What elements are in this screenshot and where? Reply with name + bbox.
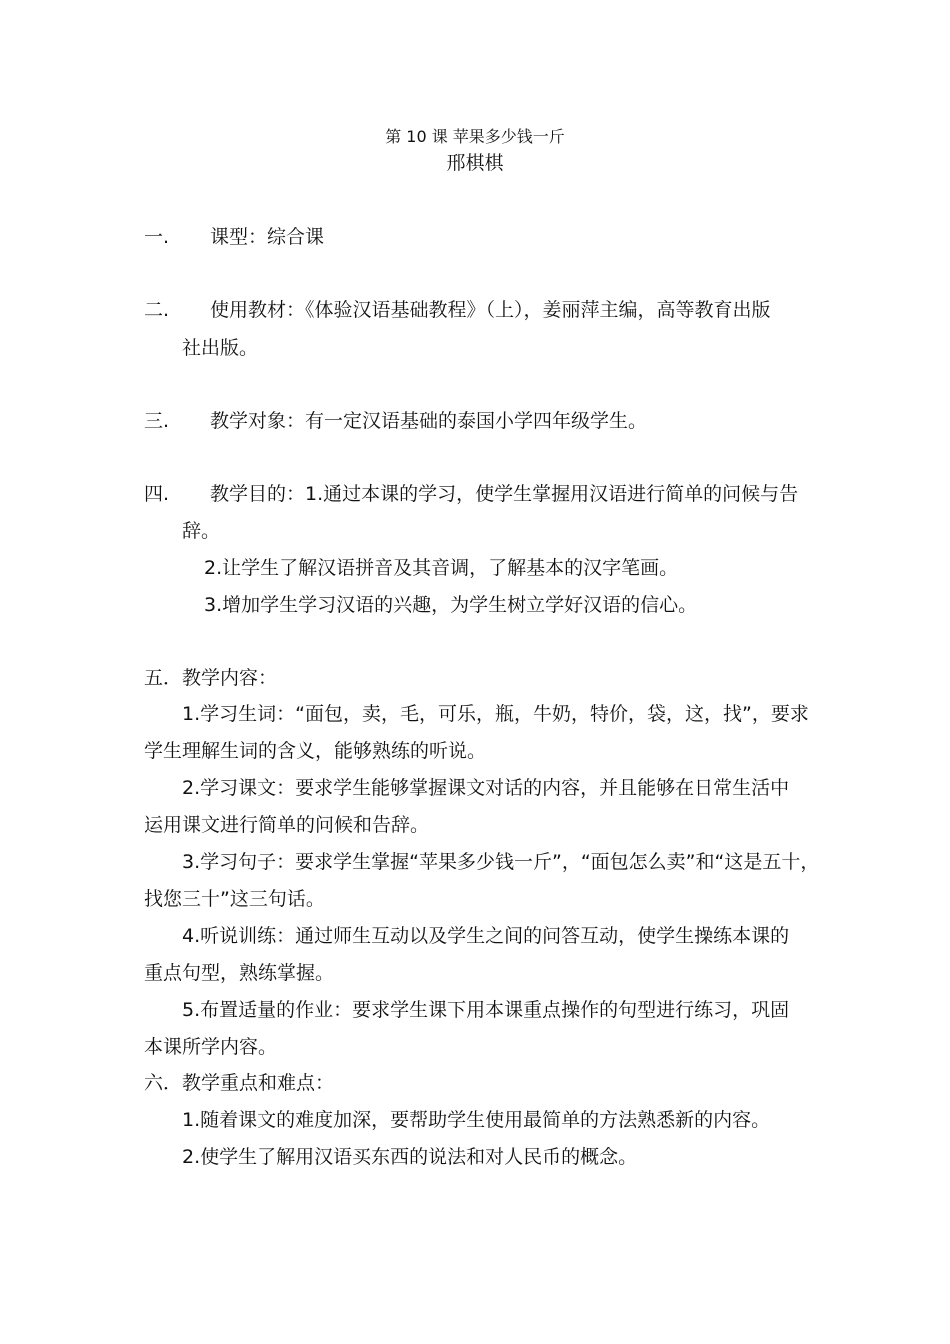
section-4-line-1: 教学目的：1.通过本课的学习，使学生掌握用汉语进行简单的问候与告	[210, 483, 799, 505]
section-6-heading: 六．教学重点和难点：	[144, 1072, 335, 1094]
section-1-text: 课型：综合课	[210, 226, 325, 248]
section-4-line-2: 辞。	[182, 520, 221, 542]
section-5-item-5-line-1: 5.布置适量的作业：要求学生课下用本课重点操作的句型进行练习，巩固	[182, 999, 790, 1021]
section-4-line-4: 3.增加学生学习汉语的兴趣，为学生树立学好汉语的信心。	[204, 594, 698, 616]
section-3-number: 三.	[144, 410, 170, 432]
section-4-number: 四.	[144, 483, 170, 505]
section-5-item-3-line-1: 3.学习句子：要求学生掌握“苹果多少钱一斤”，“面包怎么卖”和“这是五十，	[182, 851, 820, 873]
section-6-item-1: 1.随着课文的难度加深，要帮助学生使用最简单的方法熟悉新的内容。	[182, 1109, 771, 1131]
author-name: 邢棋棋	[446, 152, 504, 174]
section-5-item-1-line-2: 学生理解生词的含义，能够熟练的听说。	[144, 740, 487, 762]
section-5-item-2-line-1: 2.学习课文：要求学生能够掌握课文对话的内容，并且能够在日常生活中	[182, 777, 790, 799]
section-5-item-5-line-2: 本课所学内容。	[144, 1036, 278, 1058]
section-5-item-1-line-1: 1.学习生词：“面包，卖，毛，可乐，瓶，牛奶，特价，袋，这，找”，要求	[182, 703, 809, 725]
section-5-heading: 五．教学内容：	[144, 667, 278, 689]
section-1-number: 一.	[144, 226, 170, 248]
section-4-line-3: 2.让学生了解汉语拼音及其音调，了解基本的汉字笔画。	[204, 557, 679, 579]
section-5-item-4-line-2: 重点句型，熟练掌握。	[144, 962, 335, 984]
section-2-line-1: 使用教材：《体验汉语基础教程》（上），姜丽萍主编，高等教育出版	[210, 299, 771, 321]
section-5-item-2-line-2: 运用课文进行简单的问候和告辞。	[144, 814, 430, 836]
section-5-item-4-line-1: 4.听说训练：通过师生互动以及学生之间的问答互动，使学生操练本课的	[182, 925, 790, 947]
section-2-number: 二.	[144, 299, 170, 321]
section-3-text: 教学对象：有一定汉语基础的泰国小学四年级学生。	[210, 410, 648, 432]
lesson-title: 第 10 课 苹果多少钱一斤	[385, 127, 565, 146]
section-5-item-3-line-2: 找您三十”这三句话。	[144, 888, 325, 910]
section-6-item-2: 2.使学生了解用汉语买东西的说法和对人民币的概念。	[182, 1146, 638, 1168]
section-2-line-2: 社出版。	[182, 337, 259, 359]
